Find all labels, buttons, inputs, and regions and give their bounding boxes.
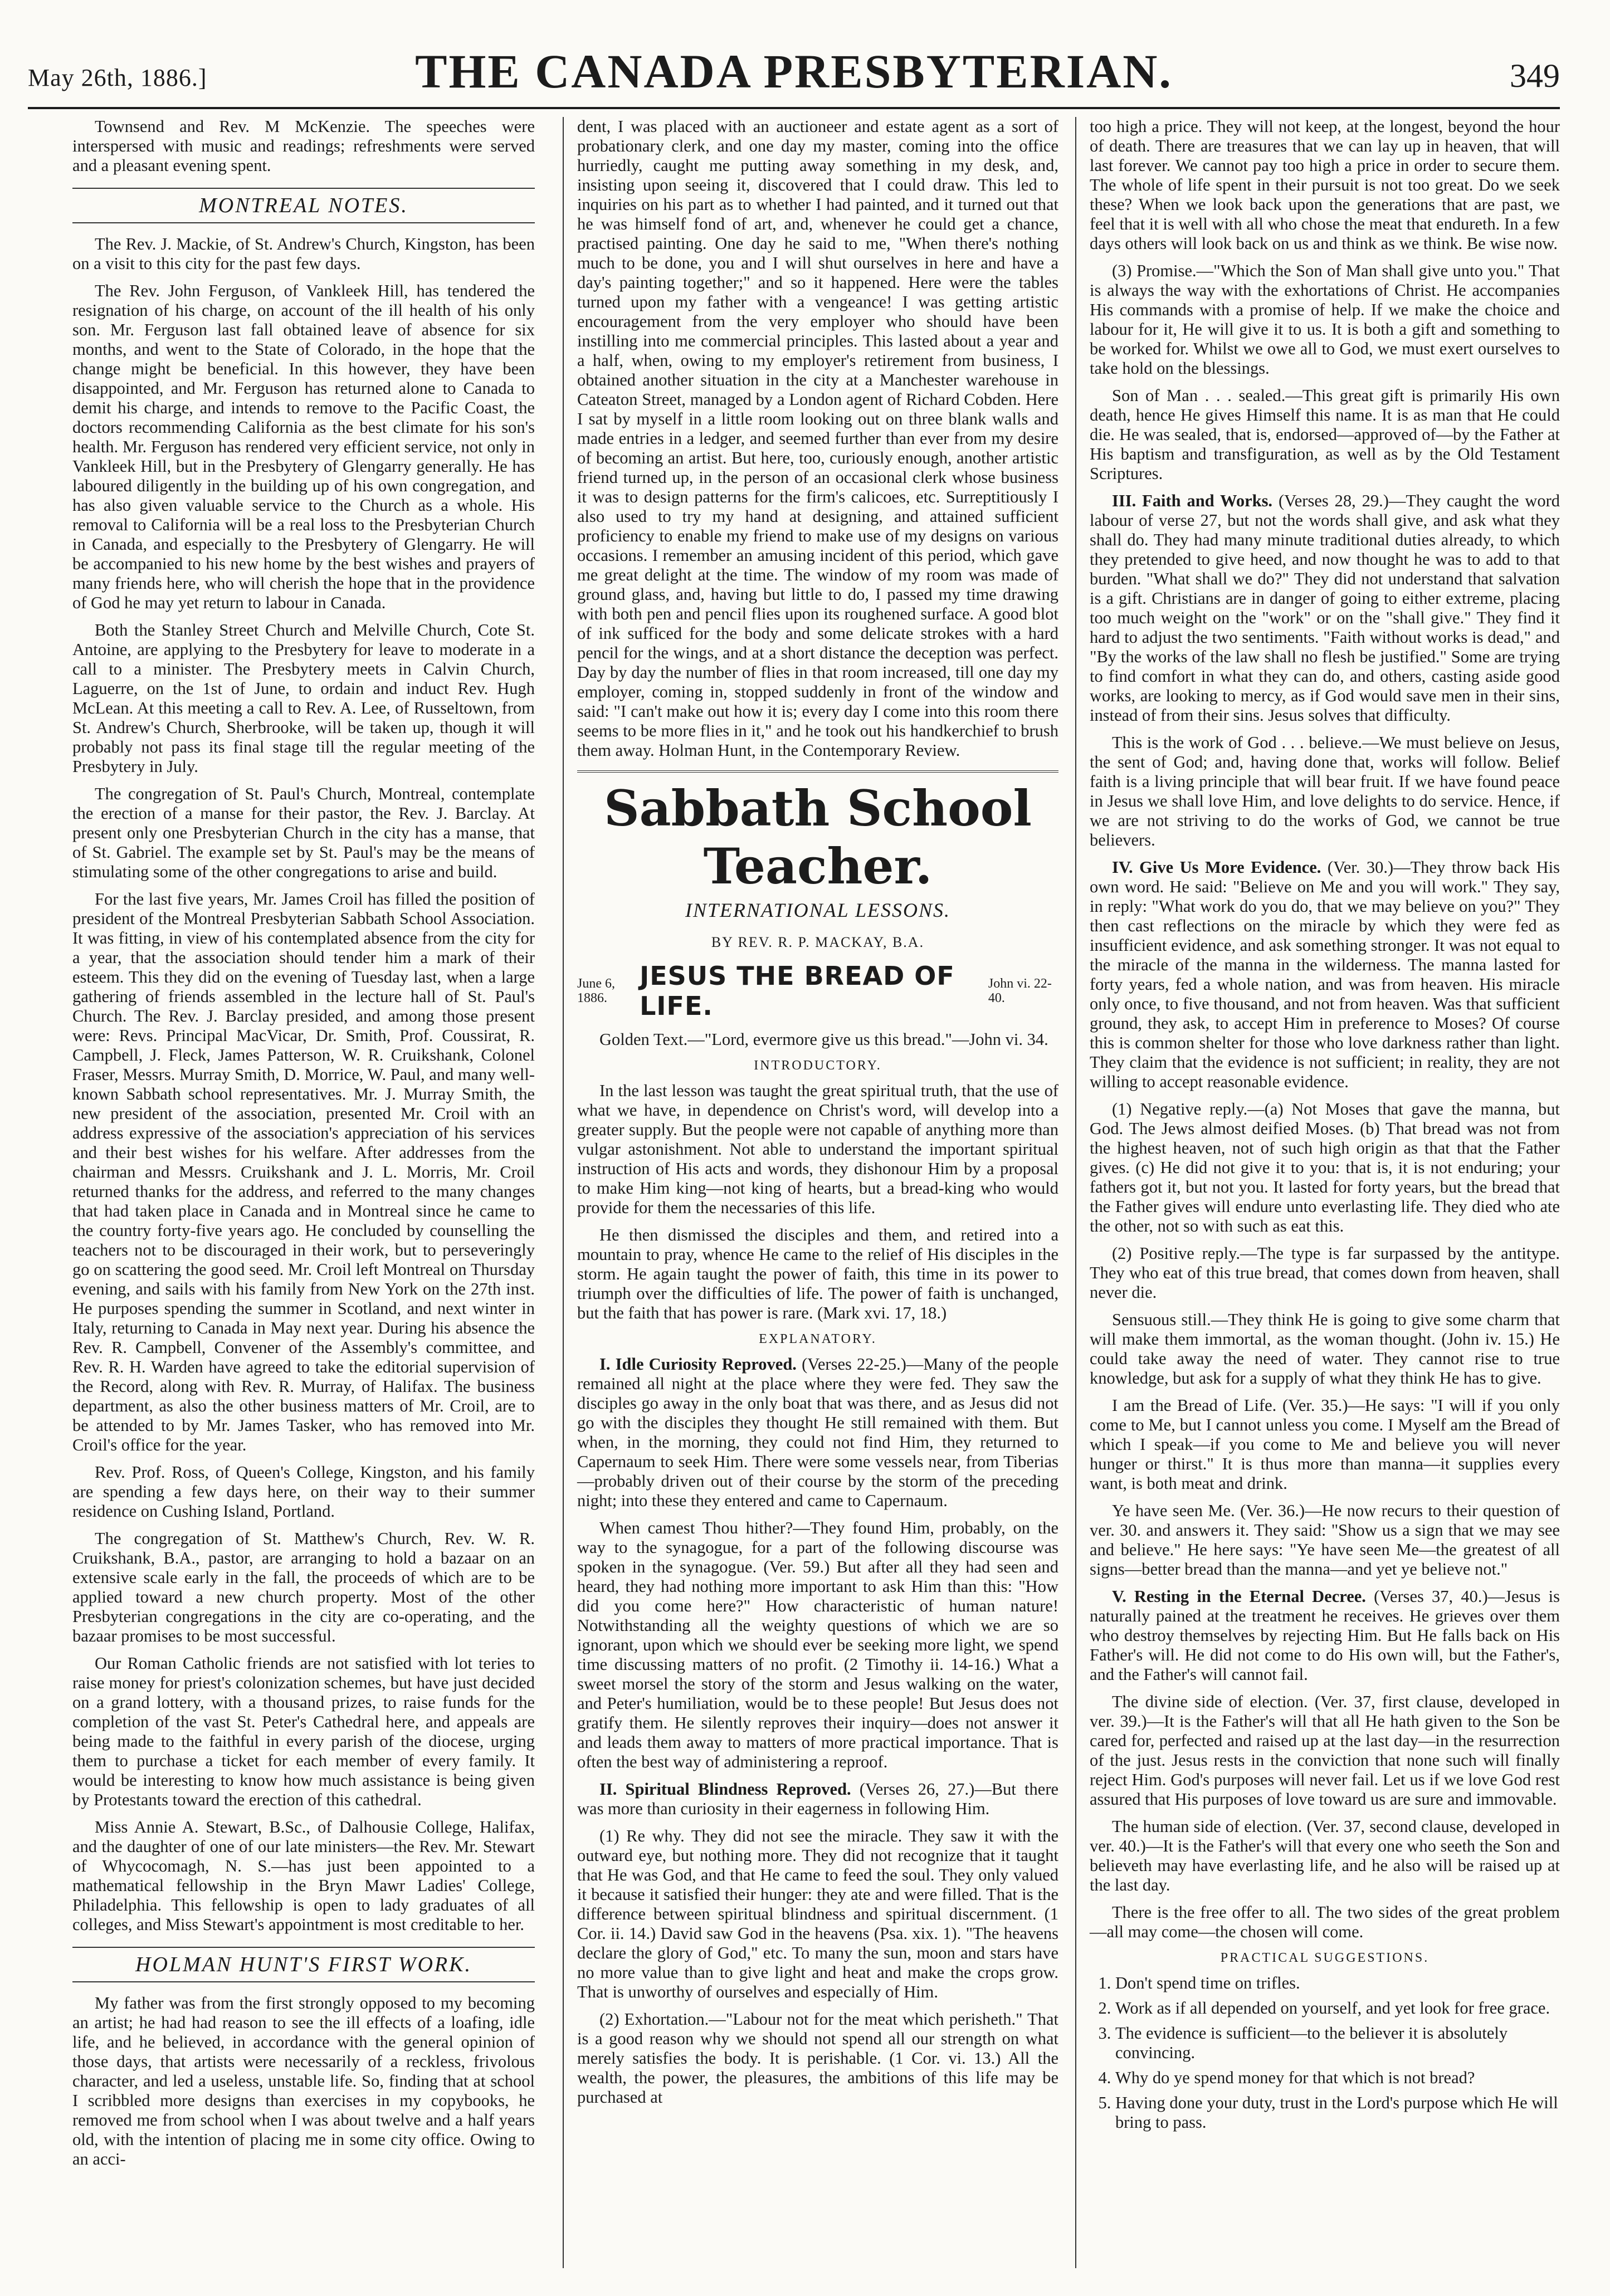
explanatory-paragraph: Son of Man . . . sealed.—This great gift is primarily His own death, hence He gives Himself this name. It is as man that He could die. He was sealed, that is, endorsed—approved of—by the Father at His baptism and transfiguration, as well as by the Old Testament Scriptures.: [1090, 386, 1560, 483]
continued-paragraph: too high a price. They will not keep, at the longest, beyond the hour of death. There are treasures that we can lay up in heaven, that will last forever. We cannot pay too high a price in order to secure them. The whole of life spent in their pursuit is not too great. Do we seek these? When we look back upon the generations that are past, we feel that it is well with all who chose the meat that endureth. In a few days others will look back on us and think as we think. Be wise now.: [1090, 117, 1560, 253]
explanatory-paragraph: There is the free offer to all. The two sides of the great problem—all may come—the chosen will come.: [1090, 1903, 1560, 1941]
golden-text: Golden Text.—"Lord, evermore give us this bread."—John vi. 34.: [599, 1030, 1048, 1049]
column-left: [72, 117, 535, 2268]
lesson-reference: John vi. 22-40.: [988, 976, 1052, 1005]
point-body: (Verses 26, 27.)—But there was more than curiosity in their eagerness in following Him.: [577, 1780, 1058, 1818]
holman-hunt-continued: dent, I was placed with an auctioneer and estate agent as a sort of probationary clerk, and one day my master, coming into the office hurriedly, caught me putting away something in my desk, and, insisting upon seeing it, discovered that I could draw. This led to inquiries on his part as to whether I had painted, and it turned out that he was himself fond of art, and, whenever he could get a chance, practised painting. One day he said to me, "When there's nothing much to be done, you and I will shut ourselves in here and have a day's painting together;" and so it happened. Here were the tables turned upon my father with a vengeance! I was getting artistic encouragement from the very employer who should have been instilling into me commercial principles. This lasted about a year and a half, when, owing to my employer's retirement from business, I obtained another situation in the city at a Manchester warehouse in Cateaton Street, managed by a London agent of Richard Cobden. Here I sat by myself in a little room looking out on three blank walls and made entries in a ledger, and seemed further than ever from my desire of becoming an artist. But here, too, curiously enough, another artistic friend turned up, in the person of an occasional clerk whose business it was to design patterns for the firm's calicoes, etc. Surreptitiously I also used to try my hand at designing, and attained sufficient proficiency to enable my friend to make use of my designs on various occasions. I remember an amusing incident of this period, which gave me great delight at the time. The window of my room was made of ground glass, and, having but little to do, I passed my time drawing with both pen and pencil flies upon its roughened surface. A good blot of ink sufficed for the body and some delicate strokes with a hard pencil for the wings, and at a short distance the deception was perfect. Day by day the number of flies in that room increased, till one day my employer, coming in, stopped suddenly in front of the window and said: "I can't make out how it is; every day I come into this room there seems to be more flies in it," and he took out his handkerchief to brush them away. Holman Hunt, in the Contemporary Review.: [577, 117, 1058, 760]
practical-suggestions-heading: PRACTICAL SUGGESTIONS.: [1220, 1951, 1430, 1965]
explanatory-paragraph: (3) Promise.—"Which the Son of Man shall give unto you." That is always the way with the exhortations of Christ. He accompanies His commands with a promise of help. If we make the choice and labour for it, He will give it to us. It is both a gift and something to be worked for. Whilst we owe all to God, we must exert ourselves to take hold on the blessings.: [1090, 261, 1560, 378]
explanatory-paragraph: (2) Positive reply.—The type is far surpassed by the antitype. They who eat of this true bread, that comes down from heaven, shall never die.: [1090, 1244, 1560, 1302]
page-number: 349: [1510, 57, 1560, 94]
montreal-paragraph: The Rev. John Ferguson, of Vankleek Hill, has tendered the resignation of his charge, on account of the ill health of his only son. Mr. Ferguson last fall obtained leave of absence for six months, and went to the State of Colorado, in the hope that the change might be beneficial. In this however, they have been disappointed, and Mr. Ferguson has returned alone to Canada to demit his charge, and intends to remove to the Pacific Coast, the doctors recommending California as the best climate for his son's health. Mr. Ferguson has rendered very efficient service, not only in Vankleek Hill, but in the Presbytery of Glengarry generally. He has laboured diligently in the building up of his own congregation, and has also given valuable service to the Church as a whole. His removal to California will be a real loss to the Presbyterian Church in Canada, and especially to the Presbytery of Glengarry. He will be accompanied to his new home by the best wishes and prayers of many friends here, who will cherish the hope that in the providence of God he may yet return to labour in Canada.: [72, 281, 535, 612]
explanatory-point-2: [577, 1780, 1058, 1819]
montreal-paragraph: Rev. Prof. Ross, of Queen's College, Kingston, and his family are spending a few days here, on their way to their summer residence on Cushing Island, Portland.: [72, 1463, 535, 1521]
point-body: (Verses 22-25.)—Many of the people remained all night at the place where they were fed. They saw the disciples go away in the only boat that was there, and as Jesus did not go with the disciples they thought He still remained with them. But when, in the morning, they could not find Him, they returned to Capernaum to seek Him. There were some vessels near, from Tiberias—probably driven out of their course by the storm of the preceding night; into these they entered and came to Capernaum.: [577, 1355, 1058, 1510]
column-right: [1075, 117, 1560, 2268]
lesson-header: [577, 961, 1058, 1021]
point-heading: II. Spiritual Blindness Reproved.: [599, 1780, 851, 1799]
explanatory-paragraph: The human side of election. (Ver. 37, second clause, developed in ver. 40.)—It is the Father's will that every one who seeth the Son and believeth may have everlasting life, and he also will be raised up at the last day.: [1090, 1817, 1560, 1894]
montreal-paragraph: The Rev. J. Mackie, of St. Andrew's Church, Kingston, has been on a visit to this city for the past few days.: [72, 235, 535, 273]
explanatory-point-4: [1090, 858, 1560, 1092]
explanatory-point-1: [577, 1355, 1058, 1511]
explanatory-paragraph: Sensuous still.—They think He is going to give some charm that will make them immortal, as the woman thought. (John iv. 15.) He could take away the need of water. They cannot rise to true knowledge, but ask for a supply of what they think He has to give.: [1090, 1310, 1560, 1388]
explanatory-paragraph: I am the Bread of Life. (Ver. 35.)—He says: "I will if you only come to Me, but I cannot unless you come. I Myself am the Bread of which I speak—if you come to Me and believe you will never hunger or thirst." It is thus more than manna—it supplies every want, is both meat and drink.: [1090, 1396, 1560, 1493]
point-body: (Ver. 30.)—They throw back His own word. He said: "Believe on Me and you will work." They say, in reply: "What work do you do, that we may believe on you?" They then cast reflections on the miracle by which they were fed as insufficient evidence, and ask something stronger. It was not equal to the miracle of the manna in the wilderness. The manna lasted for forty years, fed a whole nation, and was from heaven. His miracle only once, to five thousand, and not from heaven. Was that sufficient ground, they ask, to accept Him in preference to Moses? Of course this is common shelter for those who love darkness rather than light. They claim that the evidence is not sufficient; in reality, they are not willing to accept reasonable evidence.: [1090, 858, 1560, 1091]
international-lessons-heading: INTERNATIONAL LESSONS.: [685, 899, 951, 921]
explanatory-paragraph: (2) Exhortation.—"Labour not for the meat which perisheth." That is a good reason why we should not spend all our strength on what merely satisfies the body. It is perishable. (1 Cor. vi. 13.) All the wealth, the power, the pleasures, the ambitions of this life may be purchased at: [577, 2010, 1058, 2107]
montreal-paragraph: Both the Stanley Street Church and Melville Church, Cote St. Antoine, are applying to the Presbytery for leave to moderate in a call to a minister. The Presbytery meets in Calvin Church, Laguerre, on the 1st of June, to ordain and induct Rev. Hugh McLean. At this meeting a call to Rev. A. Lee, of Russeltown, from St. Andrew's Church, Sherbrooke, will be taken up, though it will probably not pass its final stage till the regular meeting of the Presbytery in July.: [72, 621, 535, 776]
explanatory-point-5: [1090, 1587, 1560, 1684]
montreal-paragraph: Miss Annie A. Stewart, B.Sc., of Dalhousie College, Halifax, and the daughter of one of our late ministers—the Rev. Mr. Stewart of Whycocomagh, N. S.—has just been appointed to a mathematical fellowship in the Bryn Mawr Ladies' College, Philadelphia. This fellowship is open to lady graduates of all colleges, and Miss Stewart's appointment is most creditable to her.: [72, 1818, 535, 1934]
explanatory-paragraph: (1) Re why. They did not see the miracle. They saw it with the outward eye, but nothing more. They did not recognize that it taught that He was God, and that He came to feed the soul. They only valued it because it satisfied their hunger: they ate and were filled. That is the difference between spiritual blindness and spiritual discernment. (1 Cor. ii. 14.) David saw God in the heavens (Psa. xix. 1). "The heavens declare the glory of God," etc. To many the sun, moon and stars have no more value than to give light and heat and make the crops grow. That is unworthy of ourselves and especially of Him.: [577, 1826, 1058, 2001]
point-body: (Verses 37, 40.)—Jesus is naturally pained at the treatment he receives. He grieves over them who destroy themselves by rejecting Him. But He falls back on His Father's will. He did not come to do His own will, but the Father's, and the Father's will cannot fail.: [1090, 1587, 1560, 1684]
explanatory-paragraph: (1) Negative reply.—(a) Not Moses that gave the manna, but God. The Jews almost deified Moses. (b) That bread was not from the highest heaven, not of such high origin as that that the Father gives. (c) He did not give it to you: that is, it is not enduring; your fathers got it, but not you. It lasted for forty years, but the bread that the Father gives will endure unto everlasting life. They died who ate the other, not so with such as eat this.: [1090, 1100, 1560, 1235]
explanatory-heading: EXPLANATORY.: [759, 1332, 877, 1346]
montreal-paragraph: The congregation of St. Matthew's Church, Rev. W. R. Cruikshank, B.A., pastor, are arranging to hold a bazaar on an extensive scale early in the fall, the proceeds of which are to be applied toward a new church property. Most of the other Presbyterian congregations in the city are co-operating, and the bazaar promises to be most successful.: [72, 1529, 535, 1645]
lesson-title: JESUS THE BREAD OF LIFE.: [640, 961, 955, 1021]
suggestion-item: 2. Work as if all depended on yourself, and yet look for free grace.: [1115, 1999, 1560, 2018]
suggestions-list: [1090, 1973, 1560, 2132]
holman-hunt-paragraph: My father was from the first strongly opposed to my becoming an artist; he had had reason to see the ill effects of a loafing, idle life, and he believed, in accordance with the general opinion of those days, that artists were necessarily of a reckless, frivolous character, and led a useless, unstable life. So, finding that at school I scribbled more designs than exercises in my copybooks, he removed me from school when I was about twelve and a half years old, with the intention of placing me in some city office. Owing to an acci-: [72, 1994, 535, 2168]
montreal-paragraph: The congregation of St. Paul's Church, Montreal, contemplate the erection of a manse for their pastor, the Rev. J. Barclay. At present only one Presbyterian Church in the city has a manse, that of St. Gabriel. The example set by St. Paul's may be the means of stimulating some of the other congregations to arise and build.: [72, 784, 535, 881]
point-heading: V. Resting in the Eternal Decree.: [1112, 1587, 1366, 1606]
holman-hunt-heading: HOLMAN HUNT'S FIRST WORK.: [72, 1947, 535, 1982]
montreal-notes-heading: MONTREAL NOTES.: [72, 188, 535, 223]
issue-date: May 26th, 1886.]: [28, 64, 207, 91]
publication-title: THE CANADA PRESBYTERIAN.: [415, 45, 1173, 98]
explanatory-paragraph: This is the work of God . . . believe.—We must believe on Jesus, the sent of God; and, having done that, works will follow. Belief faith is a living principle that will bear fruit. If we have found peace in Jesus we shall love Him, and love delights to do service. Hence, if we are not striving to do the works of God, we cannot be true believers.: [1090, 733, 1560, 849]
suggestion-item: 3. The evidence is sufficient—to the believer it is absolutely convincing.: [1115, 2024, 1560, 2063]
explanatory-paragraph: When camest Thou hither?—They found Him, probably, on the way to the synagogue, for a part of the following discourse was spoken in the synagogue. (Ver. 59.) But after all they had seen and heard, they had nothing more important to ask Him than this: "How did you come here?" How characteristic of human nature! Notwithstanding all the weighty questions of which we are so ignorant, upon which we should ever be seeking more light, we spend time discussing matters of no profit. (2 Timothy ii. 14-16.) What a sweet morsel the story of the storm and Jesus walking on the water, and Peter's humiliation, would be to these people! But Jesus does not gratify them. He silently reproves their inquiry—does not answer it and leads them away to matters of more practical importance. That is often the best way of administering a reproof.: [577, 1518, 1058, 1771]
montreal-paragraph: For the last five years, Mr. James Croil has filled the position of president of the Montreal Presbyterian Sabbath School Association. It was fitting, in view of his contemplated absence from the city for a year, that the association should tender him a mark of their esteem. This they did on the evening of Tuesday last, when a large gathering of friends assembled in the lecture hall of St. Paul's Church. The Rev. J. Barclay presided, and among those present were: Revs. Principal MacVicar, Dr. Smith, Prof. Coussirat, R. Campbell, J. Fleck, James Patterson, W. R. Cruikshank, Colonel Fraser, Messrs. Murray Smith, D. Morrice, W. Paul, and many well-known Sabbath school representatives. Mr. J. Murray Smith, the new president of the association, presented Mr. Croil with an address expressive of the association's appreciation of his services and their best wishes for his welfare. After addresses from the chairman and Messrs. Cruikshank and J. L. Morris, Mr. Croil returned thanks for the address, and referred to the many changes that had taken place in Canada and in Montreal since he came to the country forty-five years ago. He concluded by counselling the teachers not to be discouraged in their work, but to perseveringly go on scattering the good seed. Mr. Croil left Montreal on Thursday evening, and sails with his family from New York on the 27th inst. He purposes spending the summer in Scotland, and next winter in Italy, returning to Canada in May next year. During his absence the Rev. R. Campbell, Convener of the Assembly's committee, and Rev. R. H. Warden have agreed to take the editorial supervision of the Record, along with Rev. R. Murray, of Halifax. The business department, as also the other business matters of Mr. Croil, are to be attended to by Mr. James Tasker, who has removed into Mr. Croil's office for the year.: [72, 890, 535, 1454]
explanatory-paragraph: The divine side of election. (Ver. 37, first clause, developed in ver. 39.)—It is the Father's will that all He hath given to the Son be cared for, perfected and raised up at the last day—in the resurrection of the just. Jesus rests in the conviction that none such will finally reject Him. God's purposes will never fail. Let us if we love God rest assured that His purposes of love toward us are sure and immovable.: [1090, 1692, 1560, 1809]
point-body: (Verses 28, 29.)—They caught the word labour of verse 27, but not the words shall give, and ask what they shall do. They had many minute traditional duties already, to which they pretended to give heed, and now thought he was to add to that burden. "What shall we do?" They did not understand that salvation is a gift. Christians are in danger of going to either extreme, placing too much weight on the "work" or on the "shall give." They find it hard to adjust the two sentiments. "Faith without works is dead," and "By the works of the law shall no flesh be justified." Some are trying to find comfort in what they can do, and others, casting aside good works, are looking to mercy, as if God would save men in their sins, instead of from their sins. Jesus solves that difficulty.: [1090, 491, 1560, 725]
column-middle: [563, 117, 1058, 2268]
introductory-paragraph: He then dismissed the disciples and them, and retired into a mountain to pray, whence He came to the relief of His disciples in the storm. He again taught the power of faith, this time in its power to triumph over the difficulties of life. The power of faith is unchanged, but the faith that has power is rare. (Mark xvi. 17, 18.): [577, 1225, 1058, 1322]
montreal-paragraph: Our Roman Catholic friends are not satisfied with lot teries to raise money for priest's colonization schemes, but have just decided on a grand lottery, with a thousand prizes, to raise funds for the completion of the vast St. Peter's Cathedral here, and appeals are being made to the faithful in every parish of the diocese, urging them to purchase a ticket for each member of every family. It would be interesting to know how much assistance is being given by Protestants toward the erection of this cathedral.: [72, 1654, 535, 1809]
introductory-paragraph: In the last lesson was taught the great spiritual truth, that the use of what we have, in dependence on Christ's word, will develop into a greater supply. But the people were not capable of anything more than vulgar astonishment. Not able to understand the important spiritual instruction of His acts and words, they dishonour Him by a proposal to make Him king—not king of hearts, but a bread-king who would provide for them the necessaries of this life.: [577, 1081, 1058, 1217]
point-heading: IV. Give Us More Evidence.: [1112, 858, 1321, 877]
lesson-date: June 6, 1886.: [577, 976, 615, 1005]
explanatory-paragraph: Ye have seen Me. (Ver. 36.)—He now recurs to their question of ver. 30. and answers it. They said: "Show us a sign that we may see and believe." He here says: "Ye have seen Me—the greatest of all signs—better bread than the manna—and yet ye believe not.": [1090, 1501, 1560, 1579]
point-heading: I. Idle Curiosity Reproved.: [599, 1355, 797, 1374]
byline: BY REV. R. P. MACKAY, B.A.: [711, 934, 925, 950]
masthead: [28, 29, 1560, 109]
sabbath-school-teacher-title: Sabbath School Teacher.: [577, 770, 1058, 895]
explanatory-point-3: [1090, 491, 1560, 725]
introductory-heading: INTRODUCTORY.: [754, 1058, 882, 1073]
suggestion-item: 1. Don't spend time on trifles.: [1115, 1973, 1560, 1993]
suggestion-item: 4. Why do ye spend money for that which is not bread?: [1115, 2068, 1560, 2088]
point-heading: III. Faith and Works.: [1112, 491, 1273, 510]
intro-paragraph: Townsend and Rev. M McKenzie. The speeches were interspersed with music and readings; refreshments were served and a pleasant evening spent.: [72, 117, 535, 175]
suggestion-item: 5. Having done your duty, trust in the Lord's purpose which He will bring to pass.: [1115, 2093, 1560, 2132]
